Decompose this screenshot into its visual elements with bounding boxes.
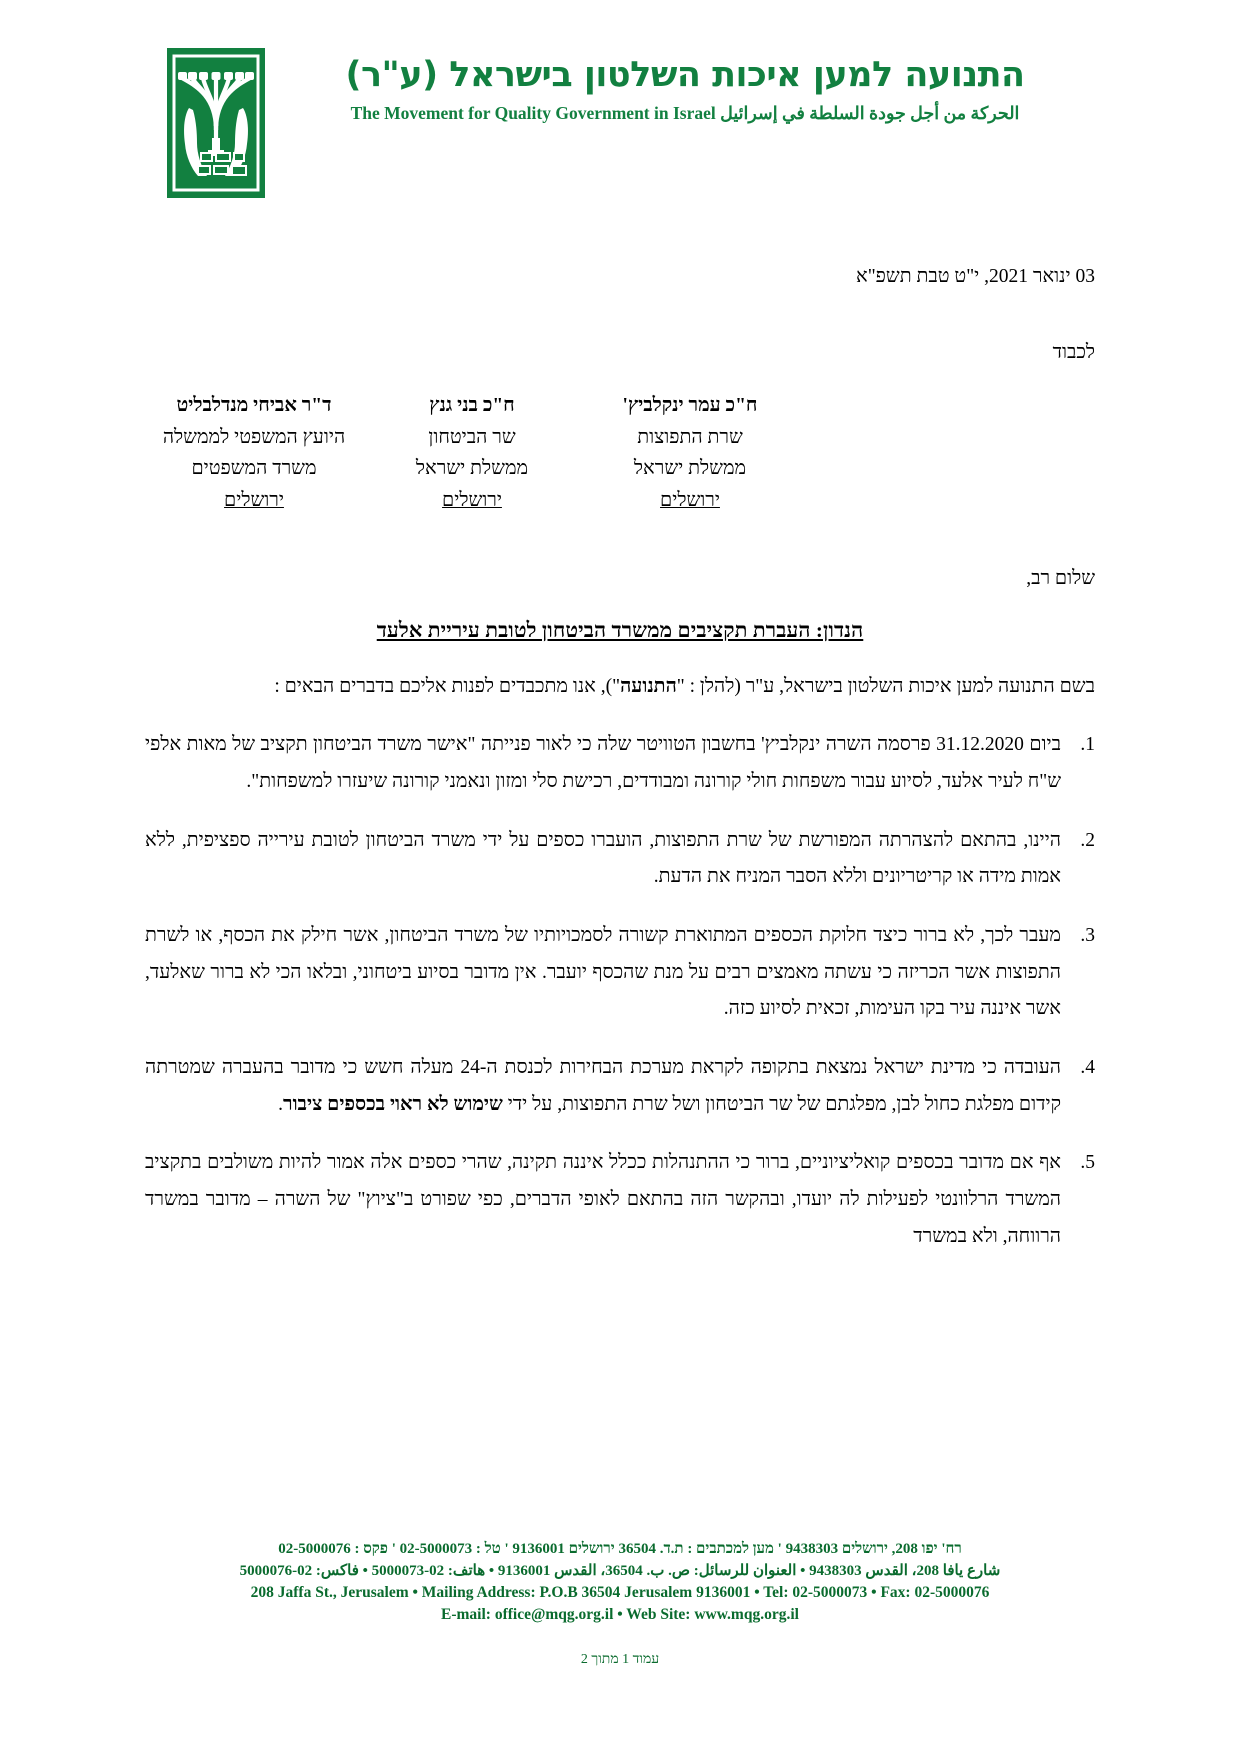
addressee-city: ירושלים [442,489,502,511]
letter-date: 03 ינואר 2021, י"ט טבת תשפ"א [856,266,1095,287]
footer-address-english: 208 Jaffa St., Jerusalem • Mailing Address: P.O.B 36504 Jerusalem 9136001 • Tel: 02-5000073 • Fax: 02-5000076 [250,1584,990,1601]
addressee-title: שרת התפוצות [637,426,743,448]
item-text: ביום 31.12.2020 פרסמה השרה ינקלביץ' בחשבון הטוויטר שלה כי לאור פנייתה "אישר משרד הביטחון תקציב של מאות אלפי ש"ח לעיר אלעד, לסיוע עבור משפחות חולי קורונה ומבודדים, רכישת סלי ומזון ונאמני קורונה שיעזרו למשפחות". [145,734,1062,793]
item-text: מעבר לכך, לא ברור כיצד חלוקת הכספים המתוארת קשורה לסמכויותיו של משרד הביטחון, אשר חילק את הכסף, או לשרת התפוצות אשר הכריזה כי עשתה מאמצים רבים על מנת שהכסף יועבר. אין מדובר בסיוע ביטחוני, ובלאו הכי לא ברור שאלעד, אשר איננה עיר בקו העימות, זכאית לסיוע כזה. [145,925,1061,1020]
addressee-org: ממשלת ישראל [633,458,747,480]
intro-text-part2: "), אנו מתכבדים לפנות אליכם בדברים הבאים : [274,676,621,698]
subject-line: הנדון: העברת תקציבים ממשרד הביטחון לטובת עיריית אלעד [376,618,864,643]
org-name-english: The Movement for Quality Government in Israel [350,103,716,124]
organization-logo [167,48,265,198]
addressee-org: משרד המשפטים [191,458,317,480]
list-item [145,918,1061,1028]
addressee-name: ח"כ עמר ינקלביץ' [622,395,758,416]
addressee-name: ח"כ בני גנץ [429,395,515,416]
menorah-hands-emblem-icon [167,48,265,198]
list-item [145,823,1061,896]
page-footer [0,1539,1240,1626]
item-text-part1: העובדה כי מדינת ישראל נמצאת בתקופה לקראת מערכת הבחירות לכנסת ה-24 מעלה חשש כי מדובר בהעברה שמטרתה קידום מפלגת כחול לבן, מפלגתם של שר הביטחון ושל שרת התפוצות, על ידי [145,1056,1061,1115]
item-text: אף אם מדובר בכספים קואליציוניים, ברור כי ההתנהלות ככלל איננה תקינה, שהרי כספים אלה אמור להיות משולבים בתקציב המשרד הרלוונטי לפעילות לה יועדו, ובהקשר הזה בהתאם לאופי הדברים, כפי שפורט ב"ציוץ" של השרה – מדובר במשרד הרווחה, ולא במשרד [145,1152,1061,1247]
addressee-block [363,390,581,516]
org-name-hebrew: התנועה למען איכות השלטון בישראל (ע"ר) [345,55,1025,95]
org-name-arabic-english [275,102,1095,125]
addressee-block [145,390,363,516]
list-item [145,727,1061,800]
addressee-city: ירושלים [660,489,720,511]
list-item [145,1145,1061,1255]
item-text: היינו, בהתאם להצהרתה המפורשת של שרת התפוצות, הועברו כספים על ידי משרד הביטחון לטובת עירייה ספציפית, ללא אמות מידה או קריטריונים וללא הסבר המניח את הדעת. [145,829,1061,888]
org-name-arabic: الحركة من أجل جودة السلطة في إسرائيل [720,103,1020,124]
footer-address-arabic: شارع يافا 208، القدس 9438303 • العنوان للرسائل: ص. ب. 36504، القدس 9136001 • هاتف: 02-5000073 • فاكس: 02-5000076 [239,1562,1001,1579]
addressee-org: ממשלת ישראל [415,458,529,480]
greeting: שלום רב, [1026,568,1095,590]
footer-email-website: E-mail: office@mqg.org.il • Web Site: www.mqg.org.il [441,1606,799,1623]
addressee-name: ד"ר אביחי מנדלבליט [176,395,332,416]
addressee-block [581,390,799,516]
letterhead [145,0,1095,218]
addressee-city: ירושלים [224,489,284,511]
footer-address-hebrew: רח' יפו 208, ירושלים 9438303 ' מען למכתבים : ת.ד. 36504 ירושלים 9136001 ' טל : 02-5000073 ' פקס : 02-5000076 [278,1541,962,1558]
addressee-title: היועץ המשפטי לממשלה [162,426,346,448]
addressee-list [145,390,1095,516]
item-text-part2: . [278,1093,283,1115]
addressee-title: שר הביטחון [428,426,516,448]
letterhead-text [265,48,1095,125]
intro-paragraph [145,669,1095,705]
intro-bold-term: התנועה [620,676,677,698]
intro-text-part1: בשם התנועה למען איכות השלטון בישראל, ע"ר (להלן : " [676,676,1095,698]
item-text-bold: שימוש לא ראוי בכספים ציבור [282,1093,503,1115]
to-label: לכבוד [1052,342,1095,363]
numbered-item-list [145,727,1095,1255]
page-number: עמוד 1 מתוך 2 [580,1652,660,1667]
list-item [145,1050,1061,1123]
